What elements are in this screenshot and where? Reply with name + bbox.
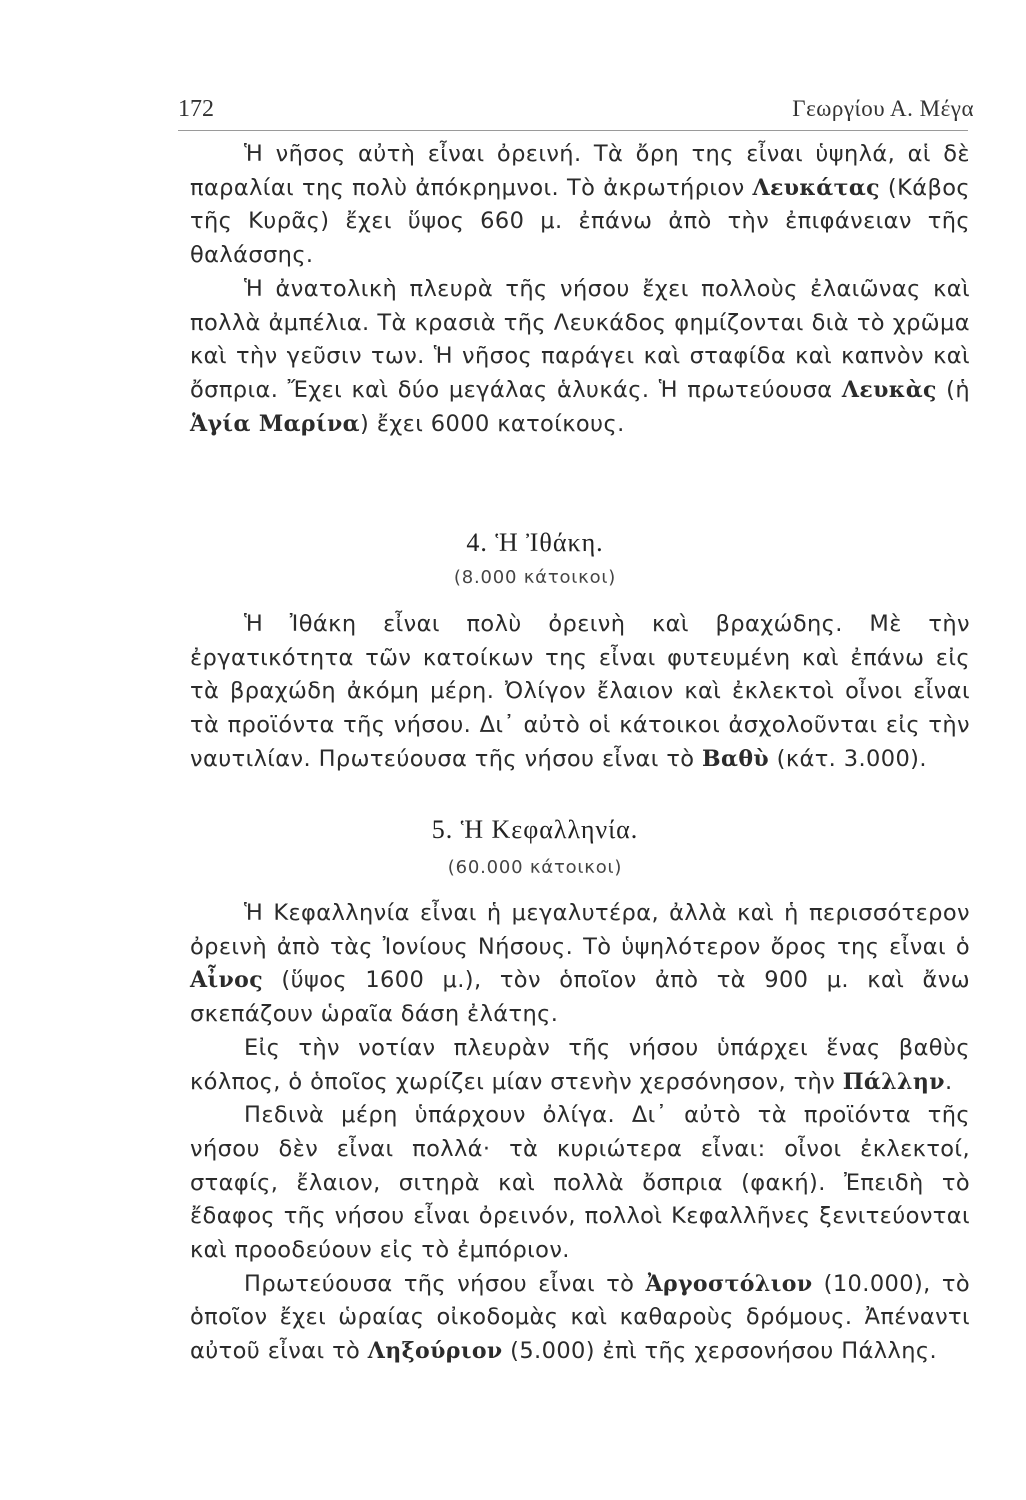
text-run: Ἡ Ἰθάκη εἶναι πολὺ ὀρεινὴ καὶ βραχώδης. Μὲ τὴν ἐργατικότητα τῶν κατοίκων της εἶναι φυτευμένη καὶ ἐπάνω εἰς τὰ βραχώδη ἀκόμη μέρη. Ὀλίγον ἔλαιον καὶ ἐκλεκτοὶ οἶνοι εἶναι τὰ προϊόντα τῆς νήσου. Δι᾿ αὐτὸ οἱ κάτοικοι ἀσχολοῦνται εἰς τὴν ναυτιλίαν. Πρωτεύουσα τῆς νήσου εἶναι τὸ [190,611,970,772]
paragraph [190,1099,970,1268]
kefalonia-text [190,897,970,1369]
text-run: . [944,1068,953,1095]
paragraph [190,1268,970,1369]
section-population-kefalonia: (60.000 κάτοικοι) [447,857,623,878]
text-run: (10.000), τὸ ὁποῖον ἔχει ὡραίας οἰκοδομὰς καὶ καθαροὺς δρόμους. Ἀπέναντι αὐτοῦ εἶναι τὸ [190,1270,970,1365]
text-run: Εἰς τὴν νοτίαν πλευρὰν τῆς νήσου ὑπάρχει ἕνας βαθὺς κόλπος, ὁ ὁποῖος χωρίζει μίαν στενὴν χερσόνησον, τὴν [190,1034,970,1095]
text-run: (ἡ [936,376,971,403]
paragraph [190,1032,970,1099]
ithaca-text [190,608,970,777]
place-name: Πάλλην [842,1068,945,1095]
text-run: (ὕψος 1600 μ.), τὸν ὁποῖον ἀπὸ τὰ 900 μ. καὶ ἄνω σκεπάζουν ὡραῖα δάση ἐλάτης. [190,967,970,1028]
text-run: Ἡ ἀνατολικὴ πλευρὰ τῆς νήσου ἔχει πολλοὺς ἐλαιῶνας καὶ πολλὰ ἀμπέλια. Τὰ κρασιὰ τῆς Λευκάδος φημίζονται διὰ τὸ χρῶμα καὶ τὴν γεῦσιν των. Ἡ νῆσος παράγει καὶ σταφίδα καὶ καπνὸν καὶ ὄσπρια. Ἔχει καὶ δύο μεγάλας ἁλυκάς. Ἡ πρωτεύουσα [190,275,970,403]
place-name: Λευκάτας [752,174,880,201]
lefkada-text [190,138,970,441]
place-name: Ἀργοστόλιον [645,1270,813,1297]
text-run: (Κάβος τῆς Κυρᾶς) ἔχει ὕψος 660 μ. ἐπάνω ἀπὸ τὴν ἐπιφάνειαν τῆς θαλάσσης. [190,174,970,269]
place-name: Ληξούριον [367,1338,503,1365]
text-run: Ἡ Κεφαλληνία εἶναι ἡ μεγαλυτέρα, ἀλλὰ καὶ ἡ περισσότερον ὀρεινὴ ἀπὸ τὰς Ἰονίους Νήσους. Τὸ ὑψηλότερον ὄρος της εἶναι ὁ [190,900,970,960]
text-run: Πεδινὰ μέρη ὑπάρχουν ὀλίγα. Δι᾿ αὐτὸ τὰ προϊόντα τῆς νήσου δὲν εἶναι πολλά· τὰ κυριώτερα εἶναι: οἶνοι ἐκλεκτοί, σταφίς, ἔλαιον, σιτηρὰ καὶ πολλὰ ὄσπρια (φακή). Ἐπειδὴ τὸ ἔδαφος τῆς νήσου εἶναι ὀρεινόν, πολλοὶ Κεφαλλῆνες ξενιτεύονται καὶ προοδεύουν εἰς τὸ ἐμπόριον. [190,1102,970,1264]
paragraph [190,273,970,442]
text-run: (κάτ. 3.000). [769,745,927,772]
running-head: Γεωργίου Α. Μέγα [792,96,974,121]
text-run: Πρωτεύουσα τῆς νήσου εἶναι τὸ [244,1270,646,1297]
paragraph [190,138,970,273]
section-population-ithaca: (8.000 κάτοικοι) [453,567,617,588]
section-title-ithaca: 4. Ἡ Ἰθάκη. [466,528,604,557]
header-rule [178,130,968,131]
place-name: Βαθὺ [702,745,770,772]
place-name: Λευκὰς [841,376,937,403]
place-name: Αἶνος [190,967,264,994]
paragraph [190,608,970,777]
page-number: 172 [178,96,214,122]
place-name: Ἁγία Μαρίνα [190,410,360,437]
text-run: Ἡ νῆσος αὐτὴ εἶναι ὀρεινή. Τὰ ὄρη της εἶναι ὑψηλά, αἱ δὲ παραλίαι της πολὺ ἀπόκρημνοι. Τὸ ἀκρωτήριον [190,141,970,201]
section-title-kefalonia: 5. Ἡ Κεφαλληνία. [431,815,639,844]
paragraph [190,897,970,1032]
text-run: ) ἔχει 6000 κατοίκους. [359,410,625,437]
text-run: (5.000) ἐπὶ τῆς χερσονήσου Πάλλης. [502,1338,938,1365]
